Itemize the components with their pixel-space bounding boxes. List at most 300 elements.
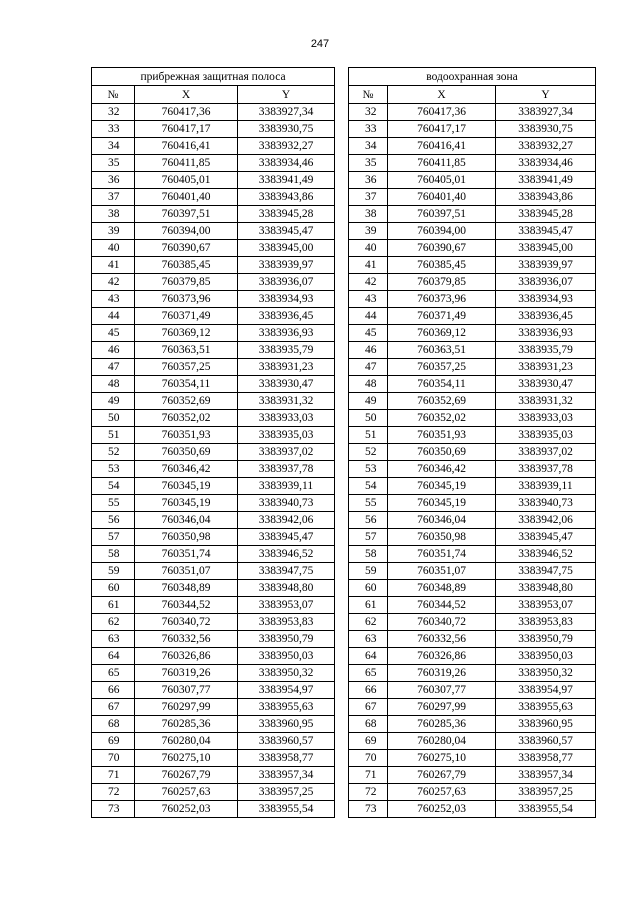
x-value-right: 760345,19	[388, 495, 496, 512]
y-value-right: 3383931,23	[496, 359, 596, 376]
column-gap	[335, 342, 349, 359]
point-number-right: 39	[349, 223, 388, 240]
column-gap	[335, 359, 349, 376]
x-value-right: 760346,42	[388, 461, 496, 478]
point-number-right: 72	[349, 784, 388, 801]
table-row	[92, 461, 596, 478]
table-row	[92, 138, 596, 155]
y-value-left: 3383936,93	[238, 325, 335, 342]
x-value-left: 760416,41	[135, 138, 238, 155]
x-value-left: 760369,12	[135, 325, 238, 342]
header-num-right: №	[349, 86, 388, 104]
column-gap	[335, 699, 349, 716]
column-gap	[335, 104, 349, 121]
y-value-left: 3383953,07	[238, 597, 335, 614]
point-number-left: 61	[92, 597, 135, 614]
table-row	[92, 767, 596, 784]
point-number-right: 35	[349, 155, 388, 172]
table-row	[92, 478, 596, 495]
point-number-left: 33	[92, 121, 135, 138]
table-row	[92, 648, 596, 665]
point-number-right: 46	[349, 342, 388, 359]
y-value-left: 3383934,93	[238, 291, 335, 308]
y-value-left: 3383945,28	[238, 206, 335, 223]
point-number-right: 52	[349, 444, 388, 461]
point-number-left: 35	[92, 155, 135, 172]
column-gap	[335, 580, 349, 597]
y-value-left: 3383955,54	[238, 801, 335, 818]
table-row	[92, 410, 596, 427]
point-number-right: 62	[349, 614, 388, 631]
y-value-right: 3383935,79	[496, 342, 596, 359]
x-value-right: 760319,26	[388, 665, 496, 682]
y-value-left: 3383957,34	[238, 767, 335, 784]
x-value-right: 760257,63	[388, 784, 496, 801]
point-number-left: 40	[92, 240, 135, 257]
x-value-right: 760275,10	[388, 750, 496, 767]
point-number-right: 73	[349, 801, 388, 818]
y-value-left: 3383950,03	[238, 648, 335, 665]
column-gap	[335, 767, 349, 784]
point-number-right: 37	[349, 189, 388, 206]
table-row	[92, 121, 596, 138]
x-value-left: 760379,85	[135, 274, 238, 291]
header-num-left: №	[92, 86, 135, 104]
x-value-right: 760411,85	[388, 155, 496, 172]
y-value-left: 3383940,73	[238, 495, 335, 512]
table-row	[92, 699, 596, 716]
y-value-right: 3383950,79	[496, 631, 596, 648]
column-gap	[335, 172, 349, 189]
x-value-right: 760352,69	[388, 393, 496, 410]
point-number-left: 56	[92, 512, 135, 529]
y-value-left: 3383960,57	[238, 733, 335, 750]
column-gap	[335, 68, 349, 86]
column-gap	[335, 733, 349, 750]
x-value-right: 760373,96	[388, 291, 496, 308]
y-value-right: 3383930,75	[496, 121, 596, 138]
table-row	[92, 597, 596, 614]
table-row	[92, 801, 596, 818]
point-number-right: 40	[349, 240, 388, 257]
point-number-left: 71	[92, 767, 135, 784]
table-row	[92, 291, 596, 308]
point-number-left: 53	[92, 461, 135, 478]
point-number-left: 47	[92, 359, 135, 376]
point-number-left: 45	[92, 325, 135, 342]
point-number-left: 63	[92, 631, 135, 648]
point-number-left: 59	[92, 563, 135, 580]
table-row	[92, 444, 596, 461]
y-value-right: 3383954,97	[496, 682, 596, 699]
y-value-left: 3383946,52	[238, 546, 335, 563]
x-value-left: 760351,07	[135, 563, 238, 580]
x-value-right: 760351,93	[388, 427, 496, 444]
x-value-right: 760363,51	[388, 342, 496, 359]
x-value-right: 760354,11	[388, 376, 496, 393]
y-value-left: 3383935,79	[238, 342, 335, 359]
x-value-left: 760351,74	[135, 546, 238, 563]
x-value-left: 760344,52	[135, 597, 238, 614]
column-gap	[335, 240, 349, 257]
point-number-left: 72	[92, 784, 135, 801]
table-row	[92, 223, 596, 240]
table-row	[92, 308, 596, 325]
x-value-left: 760385,45	[135, 257, 238, 274]
y-value-right: 3383931,32	[496, 393, 596, 410]
point-number-left: 48	[92, 376, 135, 393]
x-value-right: 760371,49	[388, 308, 496, 325]
x-value-left: 760371,49	[135, 308, 238, 325]
table-row	[92, 172, 596, 189]
table-row	[92, 614, 596, 631]
table-row	[92, 580, 596, 597]
x-value-left: 760417,36	[135, 104, 238, 121]
x-value-left: 760332,56	[135, 631, 238, 648]
point-number-right: 47	[349, 359, 388, 376]
y-value-left: 3383960,95	[238, 716, 335, 733]
x-value-right: 760397,51	[388, 206, 496, 223]
x-value-left: 760257,63	[135, 784, 238, 801]
x-value-right: 760346,04	[388, 512, 496, 529]
column-gap	[335, 257, 349, 274]
point-number-left: 32	[92, 104, 135, 121]
x-value-right: 760280,04	[388, 733, 496, 750]
y-value-right: 3383945,47	[496, 529, 596, 546]
column-gap	[335, 308, 349, 325]
point-number-left: 38	[92, 206, 135, 223]
y-value-right: 3383934,46	[496, 155, 596, 172]
x-value-right: 760340,72	[388, 614, 496, 631]
y-value-right: 3383941,49	[496, 172, 596, 189]
point-number-right: 42	[349, 274, 388, 291]
point-number-right: 67	[349, 699, 388, 716]
table-row	[92, 529, 596, 546]
column-gap	[335, 189, 349, 206]
point-number-left: 60	[92, 580, 135, 597]
x-value-left: 760275,10	[135, 750, 238, 767]
x-value-right: 760394,00	[388, 223, 496, 240]
y-value-left: 3383931,23	[238, 359, 335, 376]
y-value-left: 3383948,80	[238, 580, 335, 597]
x-value-left: 760345,19	[135, 478, 238, 495]
y-value-right: 3383955,63	[496, 699, 596, 716]
x-value-right: 760379,85	[388, 274, 496, 291]
x-value-right: 760297,99	[388, 699, 496, 716]
point-number-left: 43	[92, 291, 135, 308]
x-value-left: 760346,42	[135, 461, 238, 478]
point-number-right: 68	[349, 716, 388, 733]
y-value-left: 3383945,47	[238, 529, 335, 546]
x-value-right: 760385,45	[388, 257, 496, 274]
column-gap	[335, 325, 349, 342]
x-value-left: 760350,98	[135, 529, 238, 546]
x-value-right: 760350,69	[388, 444, 496, 461]
x-value-left: 760345,19	[135, 495, 238, 512]
column-gap	[335, 478, 349, 495]
point-number-right: 45	[349, 325, 388, 342]
y-value-left: 3383935,03	[238, 427, 335, 444]
column-gap	[335, 495, 349, 512]
x-value-left: 760280,04	[135, 733, 238, 750]
column-gap	[335, 682, 349, 699]
point-number-right: 32	[349, 104, 388, 121]
point-number-left: 54	[92, 478, 135, 495]
point-number-left: 37	[92, 189, 135, 206]
x-value-left: 760319,26	[135, 665, 238, 682]
x-value-left: 760326,86	[135, 648, 238, 665]
x-value-right: 760267,79	[388, 767, 496, 784]
y-value-right: 3383948,80	[496, 580, 596, 597]
x-value-left: 760354,11	[135, 376, 238, 393]
y-value-right: 3383946,52	[496, 546, 596, 563]
point-number-left: 51	[92, 427, 135, 444]
point-number-left: 42	[92, 274, 135, 291]
column-gap	[335, 461, 349, 478]
x-value-right: 760344,52	[388, 597, 496, 614]
point-number-right: 59	[349, 563, 388, 580]
y-value-right: 3383953,07	[496, 597, 596, 614]
point-number-right: 70	[349, 750, 388, 767]
y-value-right: 3383950,32	[496, 665, 596, 682]
y-value-right: 3383957,34	[496, 767, 596, 784]
point-number-right: 38	[349, 206, 388, 223]
column-gap	[335, 665, 349, 682]
y-value-right: 3383930,47	[496, 376, 596, 393]
point-number-left: 66	[92, 682, 135, 699]
x-value-left: 760397,51	[135, 206, 238, 223]
y-value-right: 3383950,03	[496, 648, 596, 665]
y-value-right: 3383936,93	[496, 325, 596, 342]
x-value-right: 760351,74	[388, 546, 496, 563]
y-value-left: 3383930,75	[238, 121, 335, 138]
y-value-left: 3383936,45	[238, 308, 335, 325]
y-value-left: 3383941,49	[238, 172, 335, 189]
y-value-right: 3383939,11	[496, 478, 596, 495]
y-value-right: 3383960,57	[496, 733, 596, 750]
table-row	[92, 512, 596, 529]
column-gap	[335, 597, 349, 614]
x-value-left: 760390,67	[135, 240, 238, 257]
point-number-right: 54	[349, 478, 388, 495]
point-number-right: 60	[349, 580, 388, 597]
x-value-left: 760363,51	[135, 342, 238, 359]
y-value-left: 3383934,46	[238, 155, 335, 172]
y-value-right: 3383960,95	[496, 716, 596, 733]
table-row	[92, 206, 596, 223]
column-gap	[335, 750, 349, 767]
column-gap	[335, 716, 349, 733]
table-row	[92, 495, 596, 512]
column-gap	[335, 563, 349, 580]
y-value-right: 3383927,34	[496, 104, 596, 121]
y-value-left: 3383939,11	[238, 478, 335, 495]
y-value-right: 3383953,83	[496, 614, 596, 631]
column-gap	[335, 444, 349, 461]
y-value-right: 3383945,47	[496, 223, 596, 240]
point-number-right: 61	[349, 597, 388, 614]
x-value-left: 760417,17	[135, 121, 238, 138]
column-header-row	[92, 86, 596, 104]
point-number-right: 43	[349, 291, 388, 308]
point-number-right: 71	[349, 767, 388, 784]
point-number-left: 67	[92, 699, 135, 716]
y-value-left: 3383950,79	[238, 631, 335, 648]
y-value-right: 3383947,75	[496, 563, 596, 580]
y-value-left: 3383953,83	[238, 614, 335, 631]
table-row	[92, 342, 596, 359]
column-gap	[335, 410, 349, 427]
y-value-left: 3383933,03	[238, 410, 335, 427]
group-header-row	[92, 68, 596, 86]
table-row	[92, 189, 596, 206]
y-value-right: 3383933,03	[496, 410, 596, 427]
x-value-right: 760285,36	[388, 716, 496, 733]
y-value-right: 3383945,00	[496, 240, 596, 257]
y-value-right: 3383936,45	[496, 308, 596, 325]
table-row	[92, 784, 596, 801]
y-value-right: 3383958,77	[496, 750, 596, 767]
point-number-left: 44	[92, 308, 135, 325]
y-value-left: 3383947,75	[238, 563, 335, 580]
table-row	[92, 359, 596, 376]
y-value-left: 3383927,34	[238, 104, 335, 121]
y-value-right: 3383937,02	[496, 444, 596, 461]
column-gap	[335, 274, 349, 291]
point-number-right: 51	[349, 427, 388, 444]
y-value-right: 3383934,93	[496, 291, 596, 308]
x-value-left: 760285,36	[135, 716, 238, 733]
y-value-right: 3383935,03	[496, 427, 596, 444]
x-value-left: 760348,89	[135, 580, 238, 597]
x-value-right: 760350,98	[388, 529, 496, 546]
table-row	[92, 257, 596, 274]
table-row	[92, 546, 596, 563]
x-value-left: 760373,96	[135, 291, 238, 308]
table-row	[92, 665, 596, 682]
y-value-left: 3383939,97	[238, 257, 335, 274]
column-gap	[335, 427, 349, 444]
point-number-right: 50	[349, 410, 388, 427]
y-value-left: 3383955,63	[238, 699, 335, 716]
point-number-right: 53	[349, 461, 388, 478]
point-number-left: 57	[92, 529, 135, 546]
x-value-right: 760326,86	[388, 648, 496, 665]
table-row	[92, 631, 596, 648]
group-title-water-zone: водоохранная зона	[349, 68, 596, 86]
table-row	[92, 427, 596, 444]
x-value-right: 760405,01	[388, 172, 496, 189]
x-value-left: 760351,93	[135, 427, 238, 444]
point-number-left: 70	[92, 750, 135, 767]
column-gap	[335, 546, 349, 563]
point-number-left: 50	[92, 410, 135, 427]
table-row	[92, 376, 596, 393]
point-number-right: 66	[349, 682, 388, 699]
point-number-right: 55	[349, 495, 388, 512]
y-value-left: 3383943,86	[238, 189, 335, 206]
y-value-left: 3383957,25	[238, 784, 335, 801]
column-gap	[335, 529, 349, 546]
y-value-left: 3383930,47	[238, 376, 335, 393]
table-row	[92, 393, 596, 410]
y-value-right: 3383942,06	[496, 512, 596, 529]
point-number-right: 64	[349, 648, 388, 665]
y-value-left: 3383954,97	[238, 682, 335, 699]
coordinates-table	[91, 67, 596, 818]
column-gap	[335, 801, 349, 818]
x-value-left: 760411,85	[135, 155, 238, 172]
point-number-left: 62	[92, 614, 135, 631]
x-value-right: 760401,40	[388, 189, 496, 206]
column-gap	[335, 376, 349, 393]
x-value-right: 760416,41	[388, 138, 496, 155]
x-value-left: 760405,01	[135, 172, 238, 189]
point-number-right: 57	[349, 529, 388, 546]
header-y-right: Y	[496, 86, 596, 104]
point-number-right: 56	[349, 512, 388, 529]
x-value-right: 760417,17	[388, 121, 496, 138]
point-number-left: 39	[92, 223, 135, 240]
x-value-right: 760332,56	[388, 631, 496, 648]
y-value-left: 3383936,07	[238, 274, 335, 291]
y-value-left: 3383931,32	[238, 393, 335, 410]
page-number: 247	[310, 38, 330, 50]
x-value-right: 760252,03	[388, 801, 496, 818]
y-value-left: 3383945,00	[238, 240, 335, 257]
header-x-right: X	[388, 86, 496, 104]
x-value-left: 760394,00	[135, 223, 238, 240]
table-row	[92, 682, 596, 699]
x-value-left: 760252,03	[135, 801, 238, 818]
point-number-right: 34	[349, 138, 388, 155]
y-value-right: 3383943,86	[496, 189, 596, 206]
point-number-right: 65	[349, 665, 388, 682]
table-row	[92, 325, 596, 342]
point-number-left: 64	[92, 648, 135, 665]
column-gap	[335, 138, 349, 155]
x-value-left: 760307,77	[135, 682, 238, 699]
point-number-right: 63	[349, 631, 388, 648]
header-y-left: Y	[238, 86, 335, 104]
x-value-right: 760348,89	[388, 580, 496, 597]
point-number-right: 44	[349, 308, 388, 325]
column-gap	[335, 155, 349, 172]
y-value-left: 3383937,78	[238, 461, 335, 478]
table-row	[92, 733, 596, 750]
column-gap	[335, 223, 349, 240]
point-number-right: 33	[349, 121, 388, 138]
y-value-right: 3383936,07	[496, 274, 596, 291]
y-value-right: 3383940,73	[496, 495, 596, 512]
y-value-left: 3383937,02	[238, 444, 335, 461]
header-x-left: X	[135, 86, 238, 104]
y-value-right: 3383945,28	[496, 206, 596, 223]
y-value-left: 3383932,27	[238, 138, 335, 155]
column-gap	[335, 206, 349, 223]
x-value-right: 760345,19	[388, 478, 496, 495]
group-title-shore-strip: прибрежная защитная полоса	[92, 68, 335, 86]
y-value-left: 3383945,47	[238, 223, 335, 240]
x-value-left: 760297,99	[135, 699, 238, 716]
point-number-left: 36	[92, 172, 135, 189]
x-value-right: 760351,07	[388, 563, 496, 580]
x-value-right: 760369,12	[388, 325, 496, 342]
point-number-left: 49	[92, 393, 135, 410]
column-gap	[335, 614, 349, 631]
point-number-left: 65	[92, 665, 135, 682]
y-value-right: 3383932,27	[496, 138, 596, 155]
